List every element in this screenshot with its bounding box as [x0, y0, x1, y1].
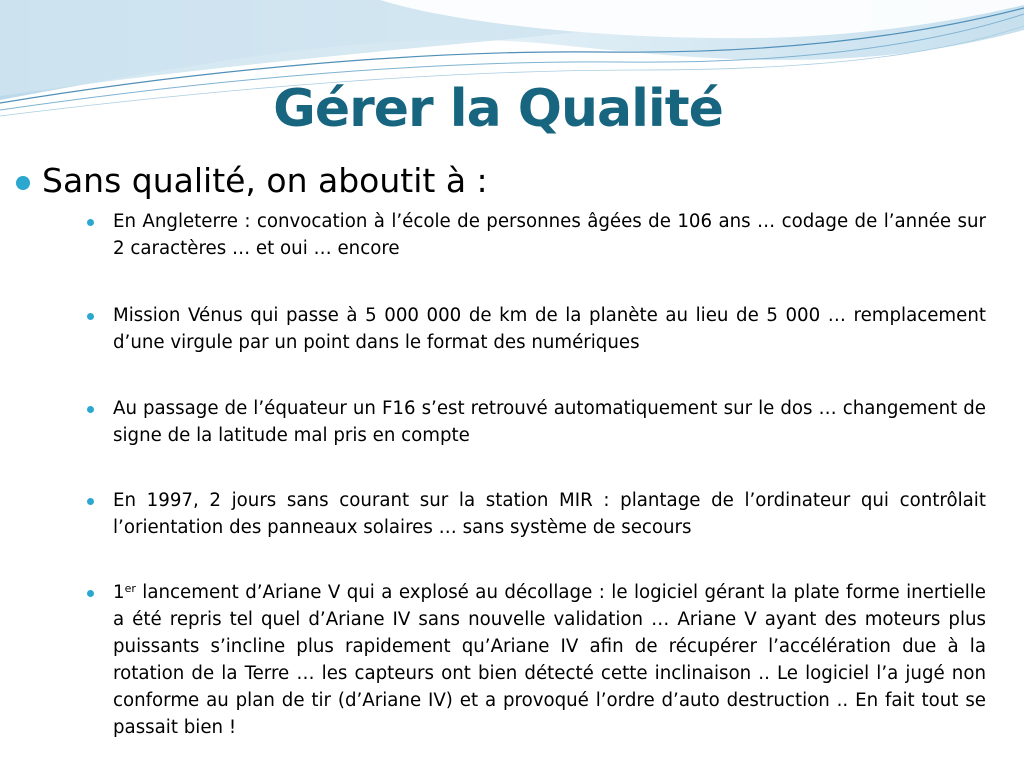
bullet-icon [87, 219, 94, 226]
slide-title: Gérer la Qualité [273, 79, 723, 139]
list-item-text: En Angleterre : convocation à l’école de personnes âgées de 106 ans … codage de l’année sur 2 caractères … et oui … encore [113, 211, 986, 259]
list-item [113, 208, 986, 262]
list-item-text: lancement d’Ariane V qui a explosé au décollage : le logiciel gérant la plate forme inertielle a été repris tel quel d’Ariane IV sans nouvelle validation … Ariane V ayant des moteurs plus puissants s’incline plus rapidement qu’Ariane IV afin de récupérer l’accélération due à la rotation de la Terre … les capteurs ont bien détecté cette inclinaison .. Le logiciel l’a jugé non conforme au plan de tir (d’Ariane IV) et a provoqué l’ordre d’auto destruction .. En fait tout se passait bien ! [113, 582, 986, 738]
list-item-text: En 1997, 2 jours sans courant sur la station MIR : plantage de l’ordinateur qui contrôlait l’orientation des panneaux solaires … sans système de secours [113, 490, 986, 538]
superscript: er [124, 582, 136, 595]
bullet-icon [87, 590, 94, 597]
main-bullet-text: Sans qualité, on aboutit à : [42, 161, 488, 200]
list-item-text: Au passage de l’équateur un F16 s’est retrouvé automatiquement sur le dos … changement de signe de la latitude mal pris en compte [113, 398, 986, 446]
bullet-icon [87, 406, 94, 413]
bullet-icon [87, 313, 94, 320]
list-item [113, 302, 986, 356]
list-item [113, 487, 986, 541]
bullet-icon [87, 498, 94, 505]
list-item [113, 579, 986, 741]
list-item-prefix: 1 [113, 582, 125, 603]
list-item-text: Mission Vénus qui passe à 5 000 000 de km de la planète au lieu de 5 000 … remplacement d’une virgule par un point dans le format des numériques [113, 305, 986, 353]
list-item [113, 395, 986, 449]
